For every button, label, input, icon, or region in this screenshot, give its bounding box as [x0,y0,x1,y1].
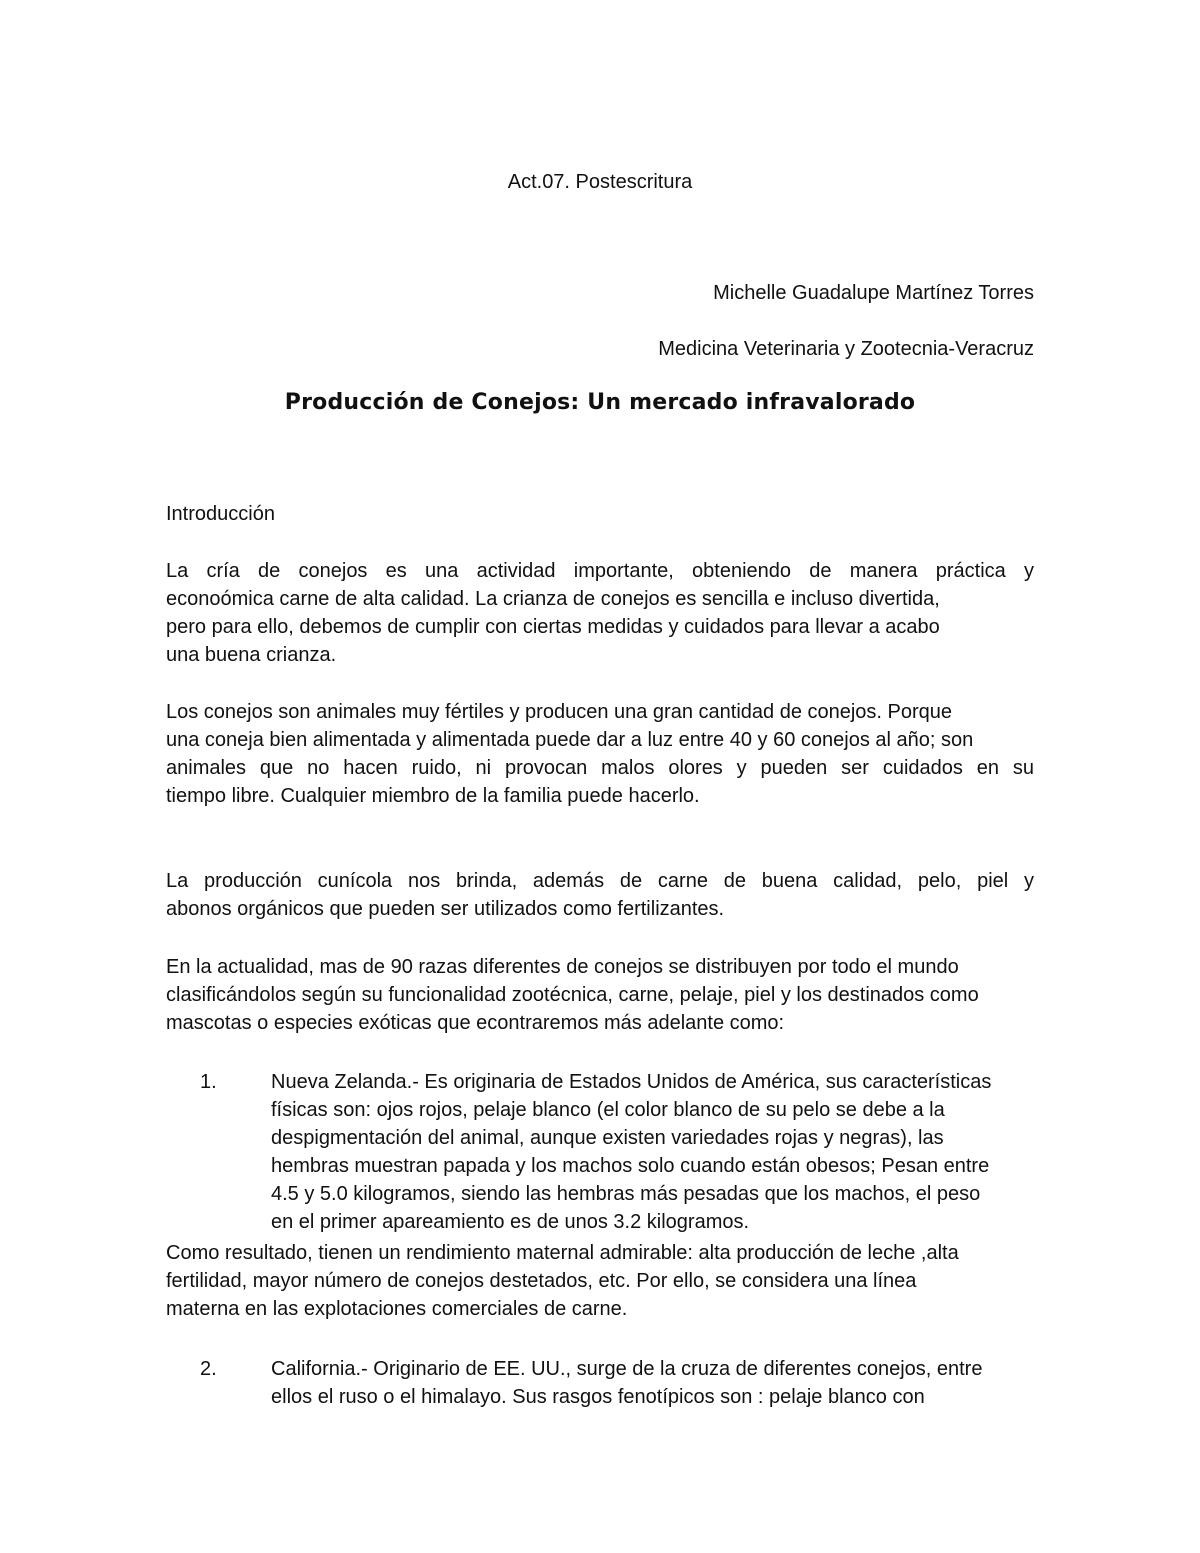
document-title: Producción de Conejos: Un mercado infravalorado [284,390,916,415]
list-item-line: Nueva Zelanda.- Es originaria de Estados Unidos de América, sus características [271,1071,992,1093]
list-item-line: California.- Originario de EE. UU., surge de la cruza de diferentes conejos, entre [271,1358,983,1380]
list-item-line: despigmentación del animal, aunque existen variedades rojas y negras), las [271,1127,944,1149]
section-heading: Introducción [166,503,275,525]
activity-label: Act.07. Postescritura [507,171,693,193]
paragraph-line: abonos orgánicos que pueden ser utilizados como fertilizantes. [166,898,725,920]
program-name: Medicina Veterinaria y Zootecnia-Veracruz [658,338,1034,360]
paragraph-line: mascotas o especies exóticas que econtraremos más adelante como: [166,1012,785,1034]
list-item-line: en el primer apareamiento es de unos 3.2 kilogramos. [271,1211,750,1233]
paragraph-line: materna en las explotaciones comerciales de carne. [166,1298,628,1320]
author-name: Michelle Guadalupe Martínez Torres [713,282,1034,304]
list-item-line: físicas son: ojos rojos, pelaje blanco (el color blanco de su pelo se debe a la [271,1099,945,1121]
list-item-line: 4.5 y 5.0 kilogramos, siendo las hembras más pesadas que los machos, el peso [271,1183,981,1205]
paragraph-line: La producción cunícola nos brinda, además de carne de buena calidad, pelo, piel y [166,870,1034,892]
paragraph-line: Como resultado, tienen un rendimiento maternal admirable: alta producción de leche ,alta [166,1242,959,1264]
paragraph-line: animales que no hacen ruido, ni provocan malos olores y pueden ser cuidados en su [166,757,1034,779]
list-item-number: 1. [200,1071,217,1093]
paragraph-line: econoómica carne de alta calidad. La crianza de conejos es sencilla e incluso divertida, [166,588,940,610]
paragraph-line: Los conejos son animales muy fértiles y producen una gran cantidad de conejos. Porque [166,701,953,723]
paragraph-line: clasificándolos según su funcionalidad zootécnica, carne, pelaje, piel y los destinados como [166,984,979,1006]
list-item-number: 2. [200,1358,217,1380]
paragraph-line: fertilidad, mayor número de conejos destetados, etc. Por ello, se considera una línea [166,1270,917,1292]
paragraph-line: una coneja bien alimentada y alimentada puede dar a luz entre 40 y 60 conejos al año; son [166,729,974,751]
paragraph-line: La cría de conejos es una actividad importante, obteniendo de manera práctica y [166,560,1034,582]
list-item-line: hembras muestran papada y los machos solo cuando están obesos; Pesan entre [271,1155,990,1177]
paragraph-line: una buena crianza. [166,644,337,666]
list-item-line: ellos el ruso o el himalayo. Sus rasgos fenotípicos son : pelaje blanco con [271,1386,925,1408]
paragraph-line: tiempo libre. Cualquier miembro de la familia puede hacerlo. [166,785,700,807]
paragraph-line: pero para ello, debemos de cumplir con ciertas medidas y cuidados para llevar a acabo [166,616,940,638]
paragraph-line: En la actualidad, mas de 90 razas diferentes de conejos se distribuyen por todo el mundo [166,956,959,978]
